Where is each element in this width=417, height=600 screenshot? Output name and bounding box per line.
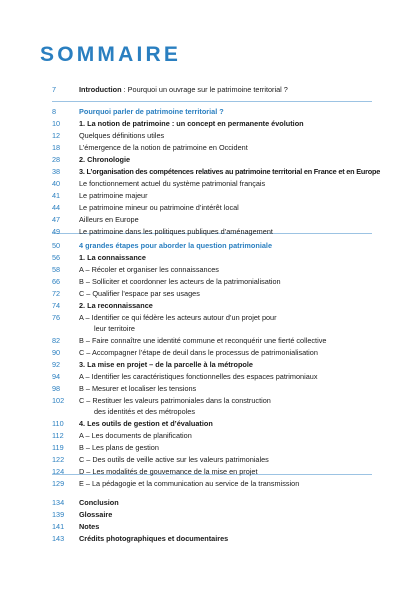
toc-label: 1. La notion de patrimoine : un concept en permanente évolution	[79, 119, 304, 128]
toc-entry[interactable]	[0, 383, 417, 394]
toc-entry[interactable]	[0, 142, 417, 153]
toc-page-number: 44	[52, 203, 61, 212]
toc-label: A – Récoler et organiser les connaissances	[79, 265, 219, 274]
divider	[52, 101, 372, 102]
toc-page-number: 76	[52, 313, 61, 322]
toc-page-number: 66	[52, 277, 61, 286]
toc-entry[interactable]	[0, 264, 417, 275]
toc-label: 2. La reconnaissance	[79, 301, 153, 310]
toc-page-number: 18	[52, 143, 61, 152]
toc-page-number: 143	[52, 534, 65, 543]
toc-label: B – Faire connaître une identité commune et reconquérir une fierté collective	[79, 336, 327, 345]
toc-label: 4 grandes étapes pour aborder la question patrimoniale	[79, 241, 273, 250]
toc-label: 1. La connaissance	[79, 253, 146, 262]
toc-label: Glossaire	[79, 510, 113, 519]
toc-label: C – Restituer les valeurs patrimoniales dans la construction	[79, 396, 271, 405]
toc-section-heading[interactable]	[0, 240, 417, 251]
toc-label: Ailleurs en Europe	[79, 215, 139, 224]
toc-entry[interactable]	[0, 509, 417, 520]
toc-label: Pourquoi parler de patrimoine territorial ?	[79, 107, 224, 116]
toc-entry[interactable]	[0, 130, 417, 141]
toc-page-number: 141	[52, 522, 65, 531]
toc-label: A – Les documents de planification	[79, 431, 192, 440]
toc-label: Notes	[79, 522, 100, 531]
toc-page-number: 50	[52, 241, 61, 250]
toc-page-number: 8	[52, 107, 57, 116]
toc-page-number: 134	[52, 498, 65, 507]
toc-entry-continuation	[0, 406, 417, 417]
toc-page-number: 139	[52, 510, 65, 519]
toc-label: E – La pédagogie et la communication au service de la transmission	[79, 479, 300, 488]
toc-entry[interactable]	[0, 178, 417, 189]
toc-page-number: 58	[52, 265, 61, 274]
toc-page-number: 129	[52, 479, 65, 488]
toc-label: B – Les plans de gestion	[79, 443, 159, 452]
toc-entry-continuation	[0, 323, 417, 334]
toc-entry[interactable]	[0, 300, 417, 311]
toc-entry[interactable]	[0, 276, 417, 287]
toc-entry[interactable]	[0, 347, 417, 358]
toc-label-continuation: des identités et des métropoles	[94, 407, 195, 416]
toc-entry[interactable]	[0, 418, 417, 429]
toc-page-number: 119	[52, 443, 64, 452]
toc-label: 3. L’organisation des compétences relatives au patrimoine territorial en France et en Europe	[79, 167, 381, 176]
toc-entry[interactable]	[0, 454, 417, 465]
toc-entry[interactable]	[0, 497, 417, 508]
toc-page-number: 72	[52, 289, 61, 298]
toc-page-number: 10	[52, 119, 61, 128]
toc-label: 2. Chronologie	[79, 155, 131, 164]
toc-page-number: 82	[52, 336, 61, 345]
toc-label: A – Identifier les caractéristiques fonctionnelles des espaces patrimoniaux	[79, 372, 318, 381]
toc-entry[interactable]	[0, 202, 417, 213]
toc-entry[interactable]	[0, 359, 417, 370]
toc-label: B – Mesurer et localiser les tensions	[79, 384, 197, 393]
toc-label: C – Des outils de veille active sur les valeurs patrimoniales	[79, 455, 269, 464]
toc-entry[interactable]	[0, 252, 417, 263]
toc-page-number: 102	[52, 396, 65, 405]
toc-label: B – Solliciter et coordonner les acteurs de la patrimonialisation	[79, 277, 281, 286]
toc-entry[interactable]	[0, 478, 417, 489]
toc-label: Crédits photographiques et documentaires	[79, 534, 229, 543]
toc-entry[interactable]	[0, 190, 417, 201]
toc-label: Quelques définitions utiles	[79, 131, 165, 140]
toc-entry[interactable]	[0, 335, 417, 346]
toc-label: D – Les modalités de gouvernance de la mise en projet	[79, 467, 258, 476]
toc-page-number: 49	[52, 227, 61, 236]
toc-label: A – Identifier ce qui fédère les acteurs autour d’un projet pour	[79, 313, 277, 322]
toc-entry[interactable]	[0, 288, 417, 299]
toc-label: C – Accompagner l’étape de deuil dans le processus de patrimonialisation	[79, 348, 318, 357]
toc-page-number: 47	[52, 215, 61, 224]
toc-page-number: 40	[52, 179, 61, 188]
toc-page-number: 56	[52, 253, 61, 262]
toc-entry[interactable]	[0, 166, 417, 177]
toc-section-heading[interactable]	[0, 106, 417, 117]
toc-page-number: 98	[52, 384, 61, 393]
toc-page-number: 122	[52, 455, 65, 464]
toc-label: C – Qualifier l’espace par ses usages	[79, 289, 200, 298]
toc-entry[interactable]	[0, 533, 417, 544]
toc-label: L’émergence de la notion de patrimoine en Occident	[79, 143, 248, 152]
toc-page-number: 38	[52, 167, 61, 176]
toc-page-number: 12	[52, 131, 61, 140]
toc-label-continuation: leur territoire	[94, 324, 135, 333]
toc-page-number: 28	[52, 155, 61, 164]
toc-label: 4. Les outils de gestion et d’évaluation	[79, 419, 213, 428]
toc-label: Le fonctionnement actuel du système patrimonial français	[79, 179, 266, 188]
toc-entry[interactable]	[0, 466, 417, 477]
toc-entry[interactable]	[0, 371, 417, 382]
toc-entry[interactable]	[0, 312, 417, 323]
toc-label: Conclusion	[79, 498, 119, 507]
toc-label: Le patrimoine mineur ou patrimoine d’intérêt local	[79, 203, 239, 212]
toc-page-number: 7	[52, 85, 57, 94]
toc-entry[interactable]	[0, 226, 417, 237]
toc-entry[interactable]	[0, 154, 417, 165]
toc-entry[interactable]	[0, 214, 417, 225]
toc-page-number: 94	[52, 372, 61, 381]
toc-label: 3. La mise en projet – de la parcelle à la métropole	[79, 360, 253, 369]
toc-entry[interactable]	[0, 521, 417, 532]
toc-page-number: 112	[52, 431, 64, 440]
toc-entry[interactable]	[0, 395, 417, 406]
toc-page-number: 92	[52, 360, 61, 369]
toc-entry[interactable]	[0, 84, 417, 95]
page-title: SOMMAIRE	[40, 43, 182, 66]
toc-page-number: 90	[52, 348, 61, 357]
toc-page-number: 124	[52, 467, 65, 476]
toc-entry[interactable]	[0, 430, 417, 441]
toc-entry[interactable]	[0, 118, 417, 129]
toc-label: Le patrimoine dans les politiques publiques d’aménagement	[79, 227, 273, 236]
toc-page-number: 41	[52, 191, 61, 200]
toc-label: Introduction : Pourquoi un ouvrage sur le patrimoine territorial ?	[79, 85, 288, 94]
toc-label: Le patrimoine majeur	[79, 191, 148, 200]
toc-entry[interactable]	[0, 442, 417, 453]
toc-page-number: 74	[52, 301, 61, 310]
toc-page-number: 110	[52, 419, 64, 428]
